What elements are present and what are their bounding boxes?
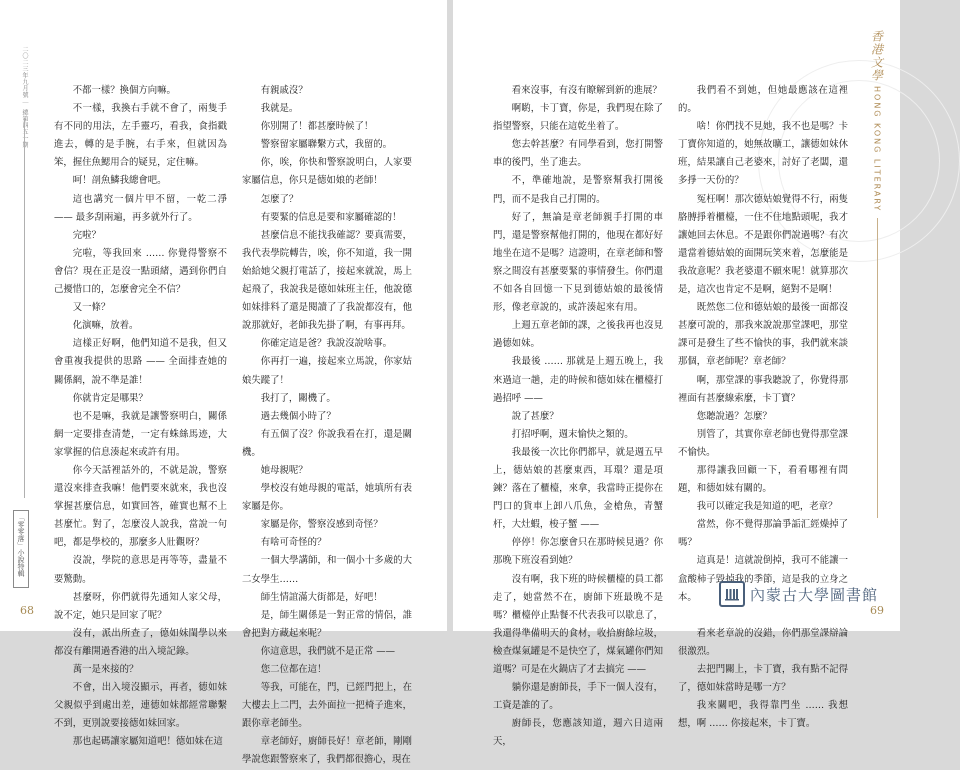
text-column-2 [242,82,412,766]
paragraph: 你這意思，我們就不是正常 —— [260,645,396,657]
section-label [13,510,29,588]
paragraph: 這也講究一個片甲不留，一乾二淨 —— 最多刮兩遍，再多就外行了。 [54,193,227,223]
paragraph: 啥！你們找不見她，我不也是嗎？卡丁寶你知道的，她無故曠工，讓德如妹休班，結果讓自己老婆來，討好了老闆，還多掙一天份的？ [678,121,848,187]
paragraph: 不一樣，我換右手就不會了，兩隻手有不同的用法，左手靈巧，看我，食指戳進去，轉的是手腕，右手來，但就因為笨，握住魚鰓用合的疑見，定住嘛。 [54,103,227,169]
paragraph: 不，準確地說，是警察幫我打開後門，而不是我自己打開的。 [493,175,663,205]
library-watermark [719,581,878,607]
paragraph: 過去幾個小時了？ [260,410,336,422]
paragraph: 沒有啊，我下班的時候櫃檯的員工都走了，她當然不在，廚師下班最晚不是嗎？櫃檯停止點餐不代表我可以歇息了，我還得準備明天的食材，收拾廚餘垃圾，檢查煤氣罐是不是快空了，煤氣罐你們知道嗎？可是在火鍋店了才去搞完 —— [493,573,663,675]
paragraph: 不都一樣？換個方向嘛。 [72,85,176,96]
paragraph: 有親戚沒？ [260,85,308,96]
paragraph: 不會，出入境沒顯示，再者，德如妹父親似乎到處出差，連德如妹都經常聯繫不到，更別說要接德如妹回家。 [54,682,227,730]
paragraph: 你別開了！都甚麼時候了！ [260,121,374,133]
paragraph: 家屬是你，警察沒感到奇怪？ [260,519,383,531]
brand-logo-cn: 香港文學 [869,30,884,82]
section-label-text: 「零零落」小說特輯 [17,514,25,577]
paragraph: 沒說，學院的意思是再等等，盡量不要驚動。 [54,555,227,585]
paragraph: 她母親呢？ [260,464,308,476]
paragraph: 我最後 …… 那就是上週五晚上，我來過這一趟，走的時候和德如妹在櫃檯打過招呼 —— [493,356,663,404]
paragraph: 說了甚麼？ [511,410,559,422]
paragraph: 當然，你不覺得那論爭詬汇經燥掉了嗎？ [678,519,848,549]
paragraph: 沒有，派出所查了，德如妹閨學以來都沒有離開過香港的出入境記錄。 [54,627,227,657]
paragraph: 萬一是來接的？ [72,664,139,675]
paragraph: 啊喲，卡丁寶，你是，我們現在除了指望警察，只能在這乾坐着了。 [493,103,663,133]
paragraph: 你就肯定是哪果？ [72,392,148,404]
paragraph: 你，唉，你快和警察說明白，人家要家屬信息，你只是德如娘的老師！ [242,157,412,187]
paragraph: 我打了，關機了。 [260,392,336,404]
paragraph: 你今天話裡話外的，不就是說，警察還沒來排查我嘛！他們要來就來，我也沒掌握甚麼信息，如實回答，確實也幫不上甚麼忙。對了，怎麼沒人說我，當說一句吧，都是學校的，那麼多人壯觀呀？ [54,464,227,549]
paragraph: 您去幹甚麼？有同學看到，您打開警車的後門，坐了進去。 [493,139,663,169]
paragraph: 我來關吧，我得靠門坐 …… 我想想，啊 …… 你接起來，卡丁寶。 [678,700,848,730]
paragraph: 又一條？ [72,302,111,314]
paragraph: 有啥可奇怪的？ [260,537,327,549]
paragraph: 躺你還是廚師長，手下一個人沒有，工資是誰的了。 [493,682,663,712]
paragraph: 冤枉啊！那次德姑娘覺得不行，兩隻胳膊掙着櫃檯，一住不住地點頭呢，我才讓她回去休息。不是跟你們說過嗎？有次還當着德姑娘的面開玩笑來着，怎麼能是我故意呢？我老婆還不願來呢！就算那次是，這次也肯定不是啊，絕對不是啊！ [678,193,848,296]
paragraph [678,607,848,625]
paragraph: 上週五章老師的課，之後我再也沒見過德如妹。 [493,320,663,350]
paragraph: 呵！剖魚鱗我總會吧。 [72,175,167,187]
paragraph: 這樣正好啊，他們知道不是我，但又會重複我提供的思路 —— 全面排查她的關係網，說不準是誰！ [54,338,227,386]
brand-rule [877,218,878,518]
paragraph: 也不是嘛，我就是讓警察明白，關係網一定要排查清楚，一定有蛛絲馬迹，大家掌握的信息湊起來或許有用。 [54,410,227,458]
running-head: 二〇二三年九月號 ｜ 總第四五一期 [21,46,28,149]
paragraph: 師生情誼滿大街都是，好吧！ [260,591,383,603]
brand-name-en: HONG KONG LITERARY [872,86,882,213]
margin-rule [24,118,25,498]
library-logo-icon [719,581,745,607]
paragraph: 你再打一遍，接起來立馬說，你家姑娘失蹤了！ [242,356,412,386]
paragraph: 化演嘛，放着。 [72,320,139,332]
paragraph: 我最後一次比你們都早，就是週五早上，德姑娘的甚麼東西，耳環？還是項鍊？落在了櫃檯，來拿，我當時正提你在門口的貨車上卸八爪魚，金槍魚，青蟹杆，大灶蝦，梭子蟹 —— [493,446,663,531]
paragraph: 這真是！這就說倒掉，我可不能讓一盒酸柿子毀掉我的季節，這是我的立身之本。 [678,555,848,603]
paragraph: 有要緊的信息是要和家屬確認的！ [260,211,402,223]
paragraph: 那得讓我回顧一下，看看哪裡有問題，和德如妹有關的。 [678,464,848,495]
left-page [0,0,447,766]
paragraph: 廚師長，您應該知道，週六日這兩天， [493,718,663,748]
paragraph: 您聽說過？怎麼？ [696,410,772,422]
paragraph: 看來沒事，有沒有瞭解到新的進展？ [511,85,662,96]
paragraph: 完啦，等我回來 …… 你覺得警察不會信？現在正是沒一點頭緒，遇到你們自己擾惜口的，怎麼會完全不信？ [54,247,227,296]
paragraph: 停停！你怎麼會只在那時候見過？你那晚下班沒看到她？ [493,537,663,567]
paragraph: 你確定這是爸？我說沒說啥事。 [260,338,393,350]
paragraph: 那也起碼讓家屬知道吧！德如妹在這 [72,736,223,748]
paragraph: 去把門關上，卡丁寶，我有點不記得了，德如妹當時是哪一方？ [678,664,848,694]
text-column-1 [54,82,227,748]
paragraph: 甚麼呀，你們就得先通知人家父母，說不定，她只是回家了呢？ [54,591,227,621]
paragraph: 章老師好，廚師長好！章老師，剛剛學說您跟警察來了，我們都很擔心，現在 [242,736,412,766]
paragraph: 既然您二位和德姑娘的最後一面都沒甚麼可說的，那我來說說那堂課吧，那堂課可是發生了些不愉快的事，我們就來談那個，章老師呢？章老師？ [678,302,848,368]
text-column-2 [678,82,848,730]
paragraph: 一個大學講師，和一個小十多歲的大二女學生…… [242,555,412,585]
paragraph: 別管了，其實你章老師也覺得那堂課不愉快。 [678,428,848,458]
paragraph: 打招呼啊，週末愉快之類的。 [511,428,634,440]
right-page [453,0,900,748]
paragraph: 有五個了沒？你說我看在打，還是關機。 [242,428,412,458]
paragraph: 啊，那堂課的事我聽說了，你覺得那裡面有甚麼線索麼，卡丁寶？ [678,374,848,404]
paragraph: 是，師生關係是一對正常的情侶，誰會把對方藏起來呢？ [242,609,412,639]
paragraph: 等我，可能在，門，已經門把上，在大樓去上二門，去外面拉一把椅子進來，跟你章老師坐。 [242,682,412,730]
watermark-text: 內蒙古大學圖書館 [749,585,878,604]
paragraph: 您二位都在這！ [260,664,327,675]
paragraph: 看來老章說的沒錯，你們那堂課辯論很激烈。 [678,627,848,657]
paragraph: 完啦？ [72,229,101,241]
paragraph: 我們看不到她，但她最應該在這裡的。 [678,85,848,115]
text-column-1 [493,82,663,748]
paragraph: 好了，無論是章老師親手打開的車門，還是警察幫他打開的，他現在都好好地坐在這不是嗎？這證明，在章老師和警察之間沒有甚麼要緊的事情發生。你們還不如各自回憶一下見到德姑娘的最後情形，像老章說的，或許湊起來有用。 [493,211,663,314]
paragraph: 學校沒有她母親的電話，她填所有表家屬是你。 [242,483,412,513]
magazine-brand [866,30,888,518]
paragraph: 怎麼了？ [260,193,299,205]
page-number: 69 [870,604,884,617]
page-number: 68 [20,604,34,617]
paragraph: 甚麼信息不能找我確認？要真需要，我代表學院轉告，唉，你不知道，我一開始給她父親打電話了，接起來就說，馬上起飛了，我說我是德如妹班主任，他說德如妹排料了還是閱讀了了我說都沒有，他說那就好，老師我先掛了啊，有事再拜。 [242,229,412,332]
paragraph: 我就是。 [260,103,299,115]
paragraph: 警察留家屬聯繫方式，我留的。 [260,139,393,151]
paragraph: 我可以確定我是知道的吧，老章？ [696,501,838,513]
